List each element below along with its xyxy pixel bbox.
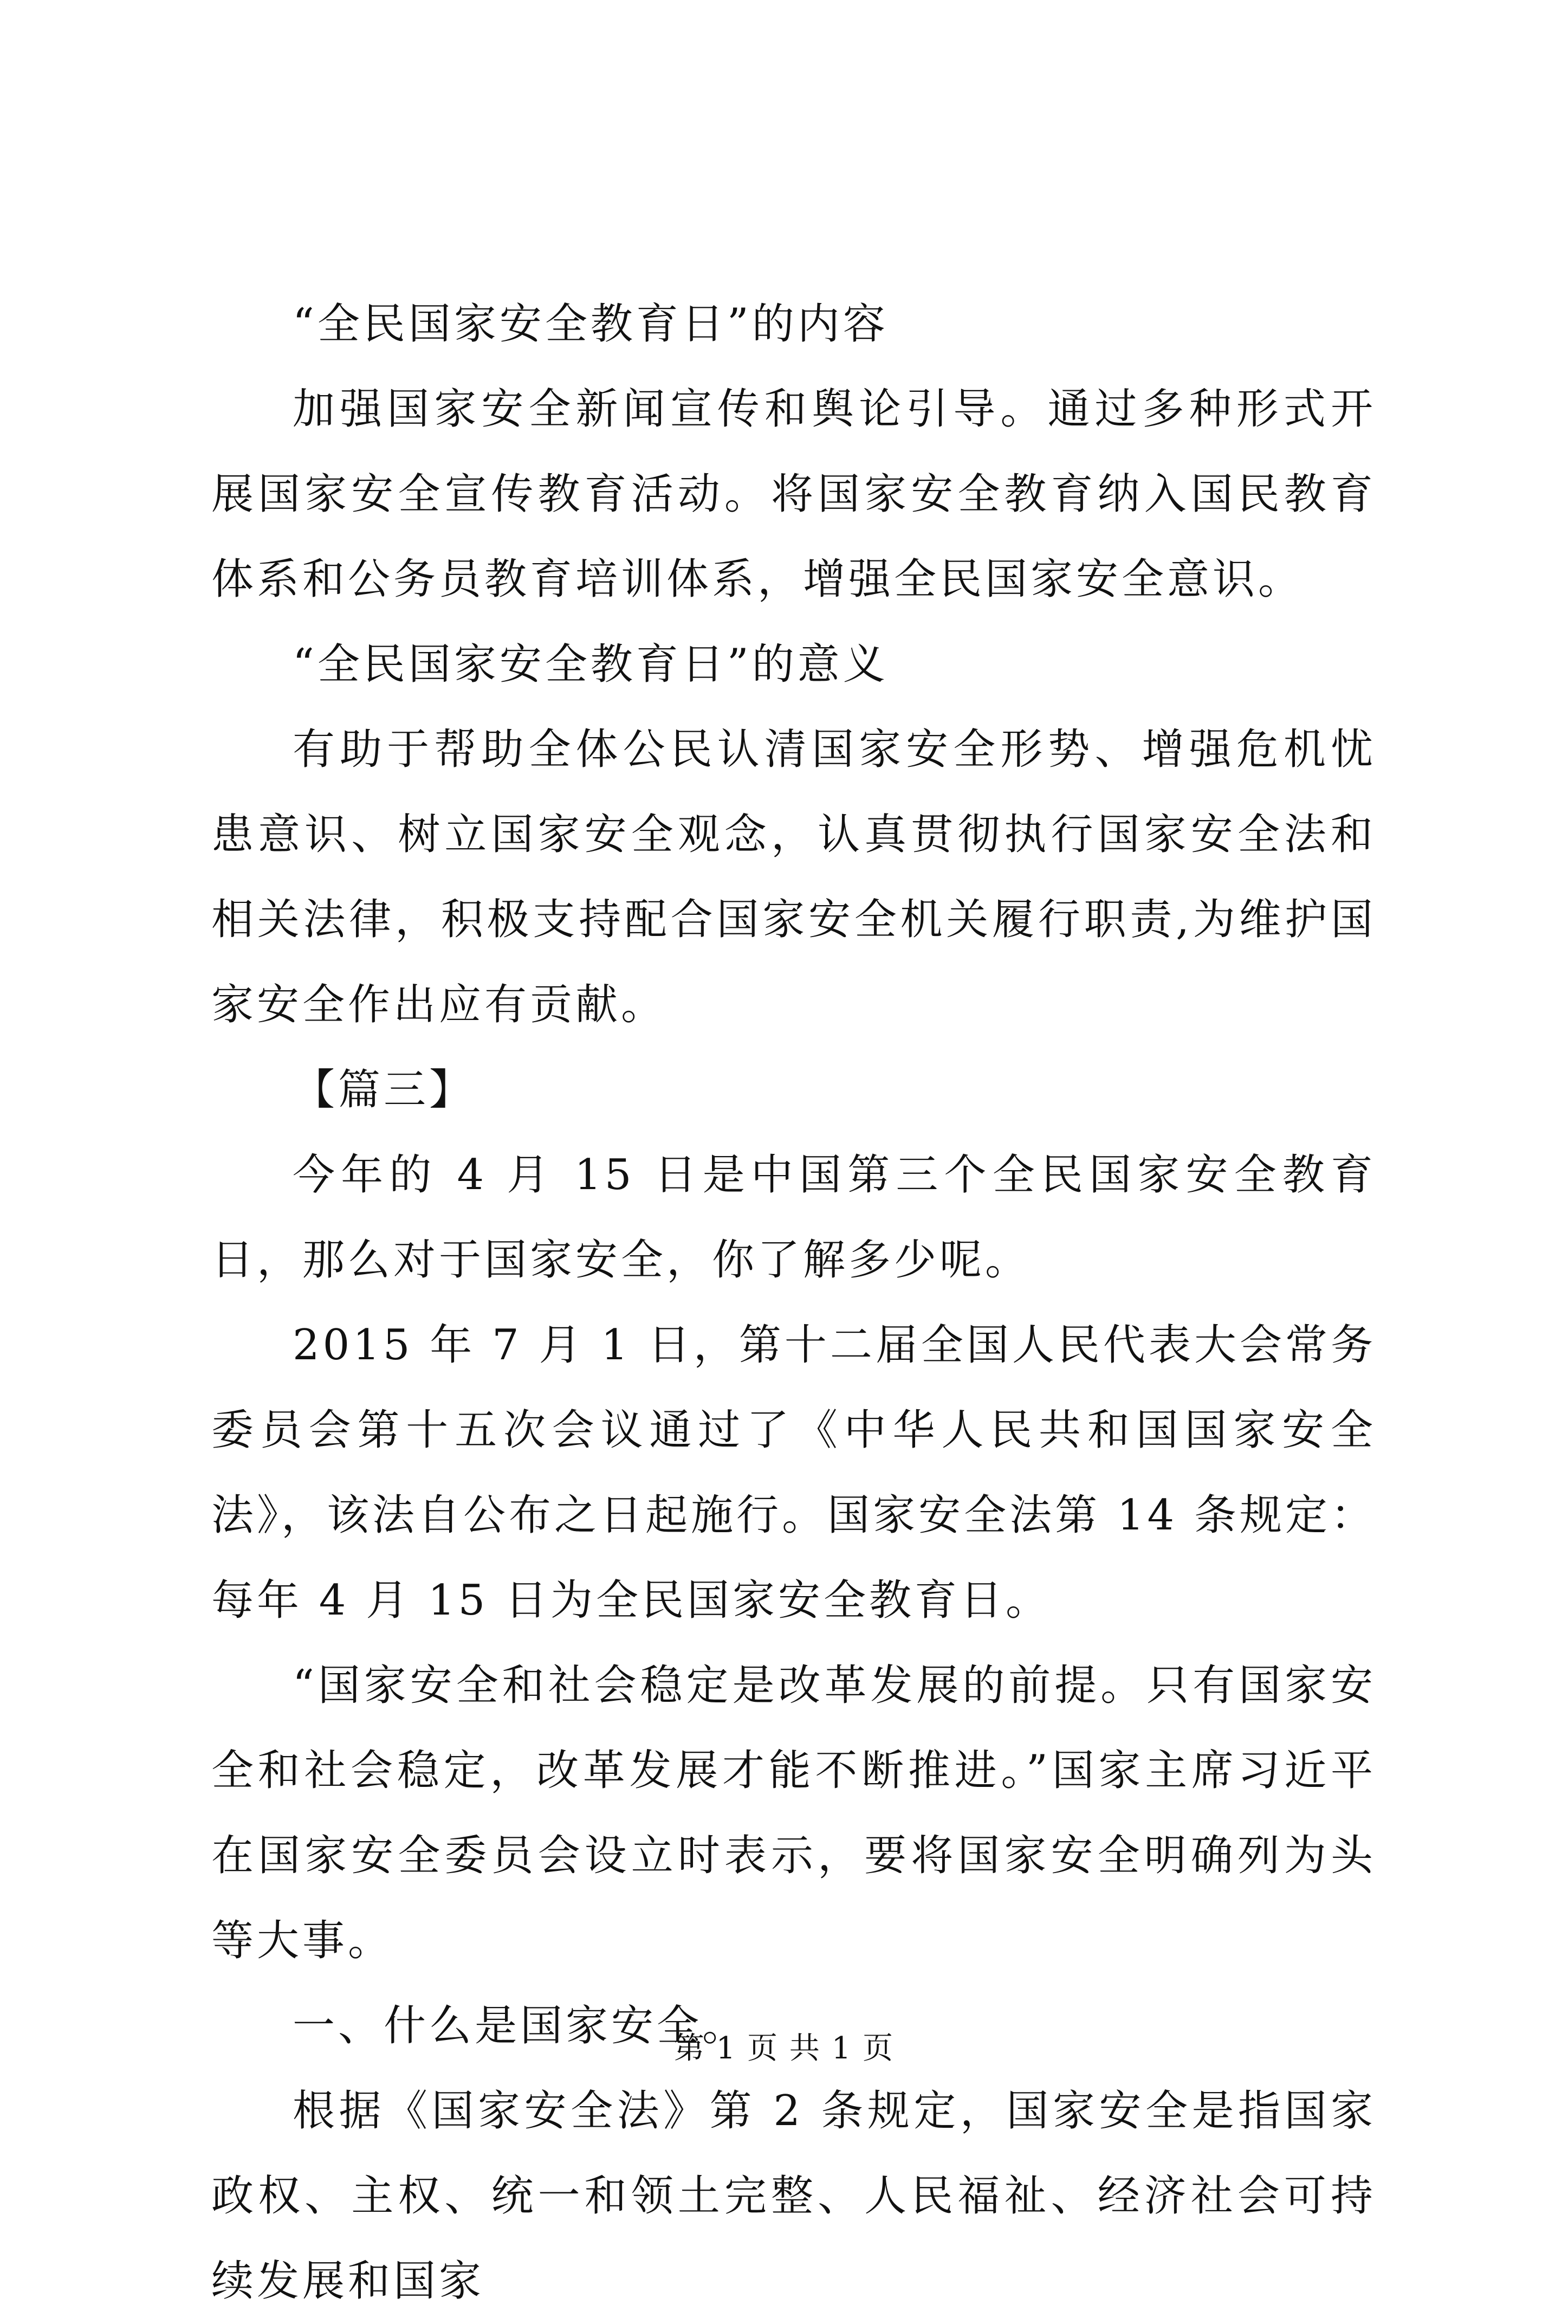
- page-footer: 第 1 页 共 1 页: [673, 2031, 895, 2066]
- paragraph-significance: 有助于帮助全体公民认清国家安全形势、增强危机忧患意识、树立国家安全观念，认真贯彻执行国家安全法和相关法律，积极支持配合国家安全机关履行职责,为维护国家安全作出应有贡献。: [211, 725, 1376, 1029]
- section-heading-content: “全民国家安全教育日”的内容: [293, 300, 889, 348]
- paragraph-content: 加强国家安全新闻宣传和舆论引导。通过多种形式开展国家安全宣传教育活动。将国家安全教育纳入国民教育体系和公务员教育培训体系，增强全民国家安全意识。: [211, 385, 1376, 604]
- paragraph-definition: 根据《国家安全法》第 2 条规定，国家安全是指国家政权、主权、统一和领土完整、人民福祉、经济社会可持续发展和国家: [211, 2087, 1376, 2306]
- chapter-heading: 【篇三】: [293, 1066, 475, 1114]
- paragraph-intro: 今年的 4 月 15 日是中国第三个全民国家安全教育日，那么对于国家安全，你了解多少呢。: [211, 1151, 1376, 1284]
- paragraph-quote: “国家安全和社会稳定是改革发展的前提。只有国家安全和社会稳定，改革发展才能不断推进。”国家主席习近平在国家安全委员会设立时表示，要将国家安全明确列为头等大事。: [211, 1661, 1376, 1965]
- paragraph-law: 2015 年 7 月 1 日，第十二届全国人民代表大会常务委员会第十五次会议通过了《中华人民共和国国家安全法》，该法自公布之日起施行。国家安全法第 14 条规定：每年 4 月 15 日为全民国家安全教育日。: [211, 1321, 1376, 1625]
- section-heading-what-is: 一、什么是国家安全。: [293, 2002, 748, 2050]
- document-body: [211, 282, 1376, 2324]
- section-heading-significance: “全民国家安全教育日”的意义: [293, 640, 889, 689]
